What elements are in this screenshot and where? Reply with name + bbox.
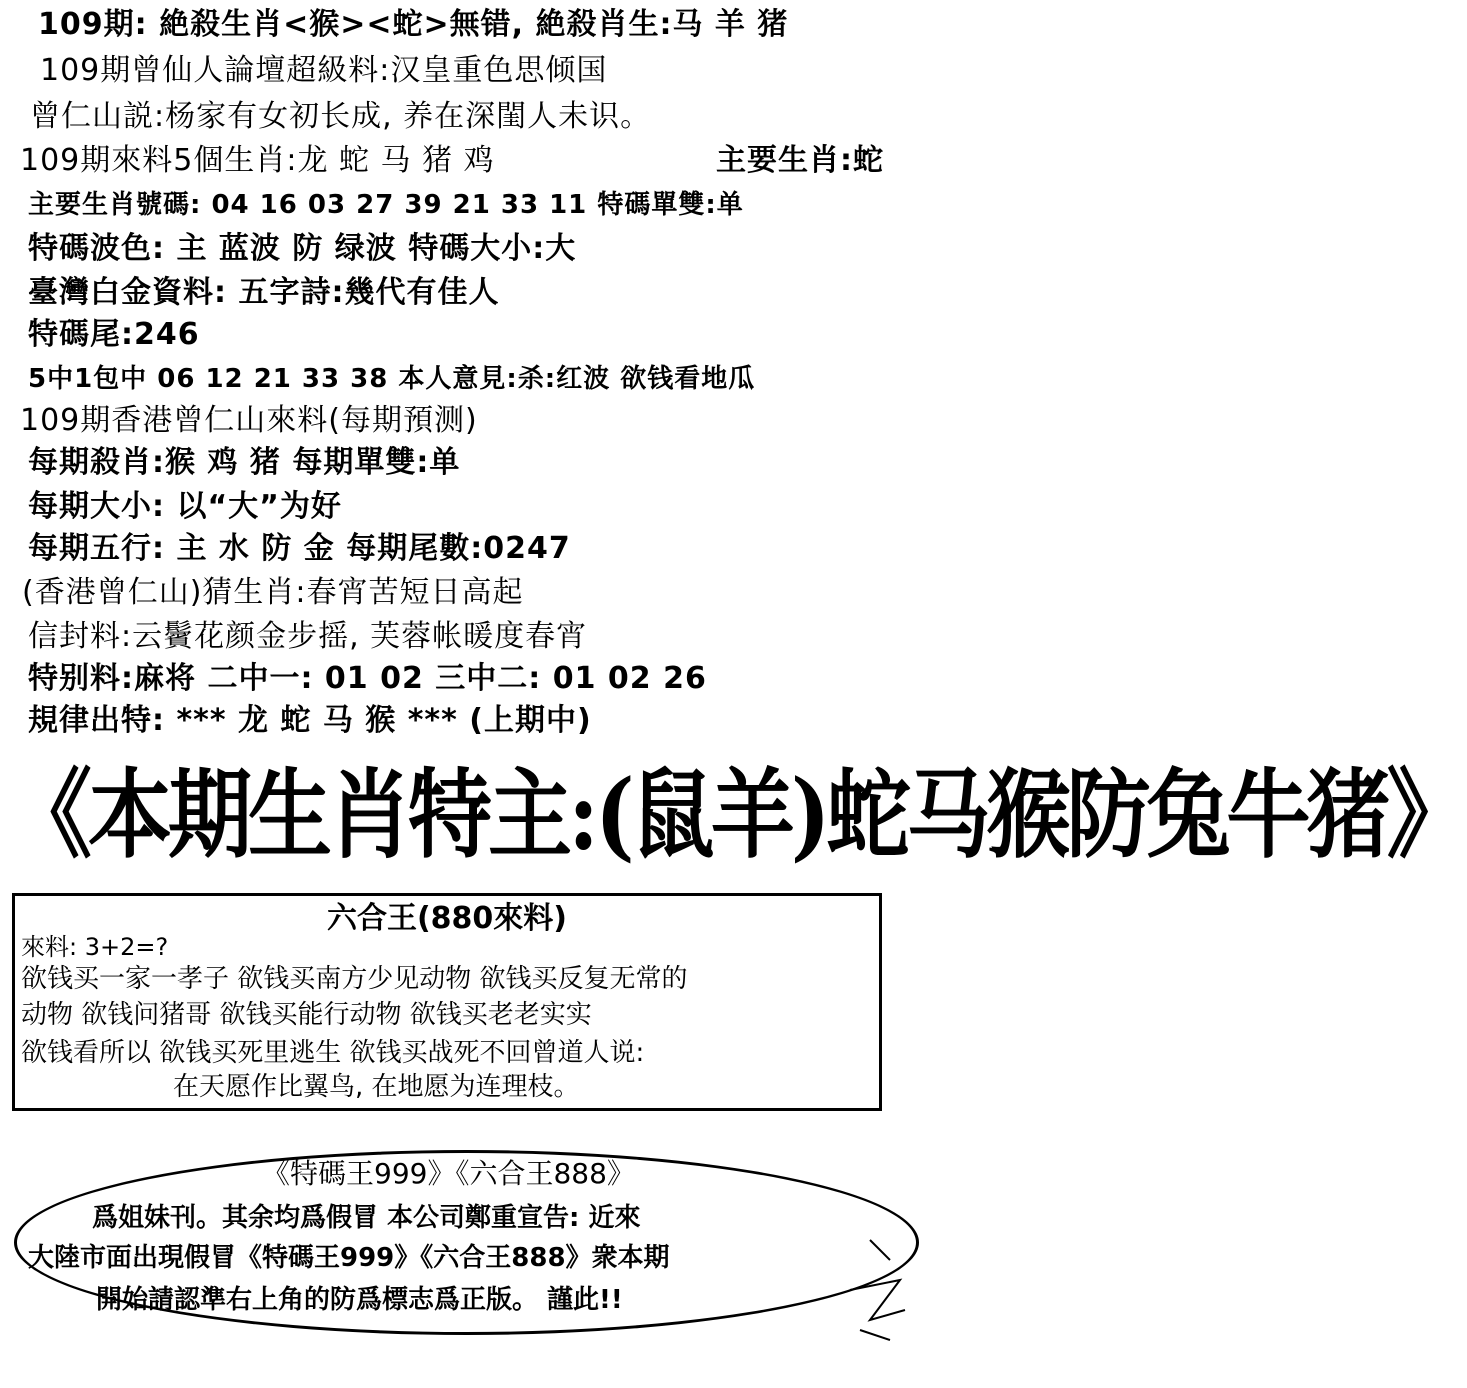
scribble-mark <box>830 1230 920 1350</box>
box-row-5: 在天愿作比翼鸟, 在地愿为连理枝。 <box>173 1072 580 1102</box>
line-16: 特别料:麻将 二中一: 01 02 三中二: 01 02 26 <box>28 661 707 696</box>
liuhe-box <box>12 893 882 1111</box>
line-7: 臺灣白金資料: 五字詩:幾代有佳人 <box>28 275 500 310</box>
box-row-1: 來料: 3+2=? <box>21 933 169 961</box>
line-13: 每期五行: 主 水 防 金 每期尾數:0247 <box>28 531 571 566</box>
line-6: 特碼波色: 主 蓝波 防 绿波 特碼大小:大 <box>28 231 577 266</box>
line-9: 5中1包中 06 12 21 33 38 本人意見:杀:红波 欲钱看地瓜 <box>28 364 756 394</box>
box-row-4: 欲钱看所以 欲钱买死里逃生 欲钱买战死不回曾道人说: <box>21 1038 645 1068</box>
main-zodiac: 主要生肖:蛇 <box>716 143 884 178</box>
notice-line-1: 《特碼王999》《六合王888》 <box>262 1157 635 1190</box>
line-10: 109期香港曾仁山來料(每期預测) <box>20 403 478 438</box>
notice-line-4: 開始請認準右上角的防爲標志爲正版。 謹此!! <box>96 1285 623 1315</box>
line-17: 規律出特: *** 龙 蛇 马 猴 *** (上期中) <box>28 703 592 738</box>
line-5: 主要生肖號碼: 04 16 03 27 39 21 33 11 特碼單雙:单 <box>28 190 744 220</box>
line-4: 109期來料5個生肖:龙 蛇 马 猪 鸡 <box>20 143 495 178</box>
line-8: 特碼尾:246 <box>28 317 200 352</box>
line-1: 109期: 絶殺生肖<猴><蛇>無错, 絶殺肖生:马 羊 猪 <box>38 7 789 42</box>
banner-headline: 《本期生肖特主:(鼠羊)蛇马猴防兔牛猪》 <box>8 757 1467 872</box>
notice-line-2: 爲姐妹刊。其余均爲假冒 本公司鄭重宣告: 近來 <box>92 1203 641 1233</box>
box-row-2: 欲钱买一家一孝子 欲钱买南方少见动物 欲钱买反复无常的 <box>21 964 688 994</box>
notice-line-3: 大陸市面出現假冒《特碼王999》《六合王888》衆本期 <box>28 1243 670 1273</box>
line-14: (香港曾仁山)猜生肖:春宵苦短日高起 <box>22 575 524 610</box>
box-row-3: 动物 欲钱问猪哥 欲钱买能行动物 欲钱买老老实实 <box>21 1000 592 1030</box>
line-11: 每期殺肖:猴 鸡 猪 每期單雙:单 <box>28 445 461 480</box>
line-2: 109期曾仙人論壇超級料:汉皇重色思倾国 <box>40 53 608 88</box>
box-title: 六合王(880來料) <box>326 901 568 936</box>
line-3: 曾仁山説:杨家有女初长成, 养在深閨人未识。 <box>30 99 652 134</box>
line-12: 每期大小: 以“大”为好 <box>28 489 342 524</box>
line-15: 信封料:云鬢花颜金步摇, 芙蓉帐暖度春宵 <box>28 619 588 654</box>
